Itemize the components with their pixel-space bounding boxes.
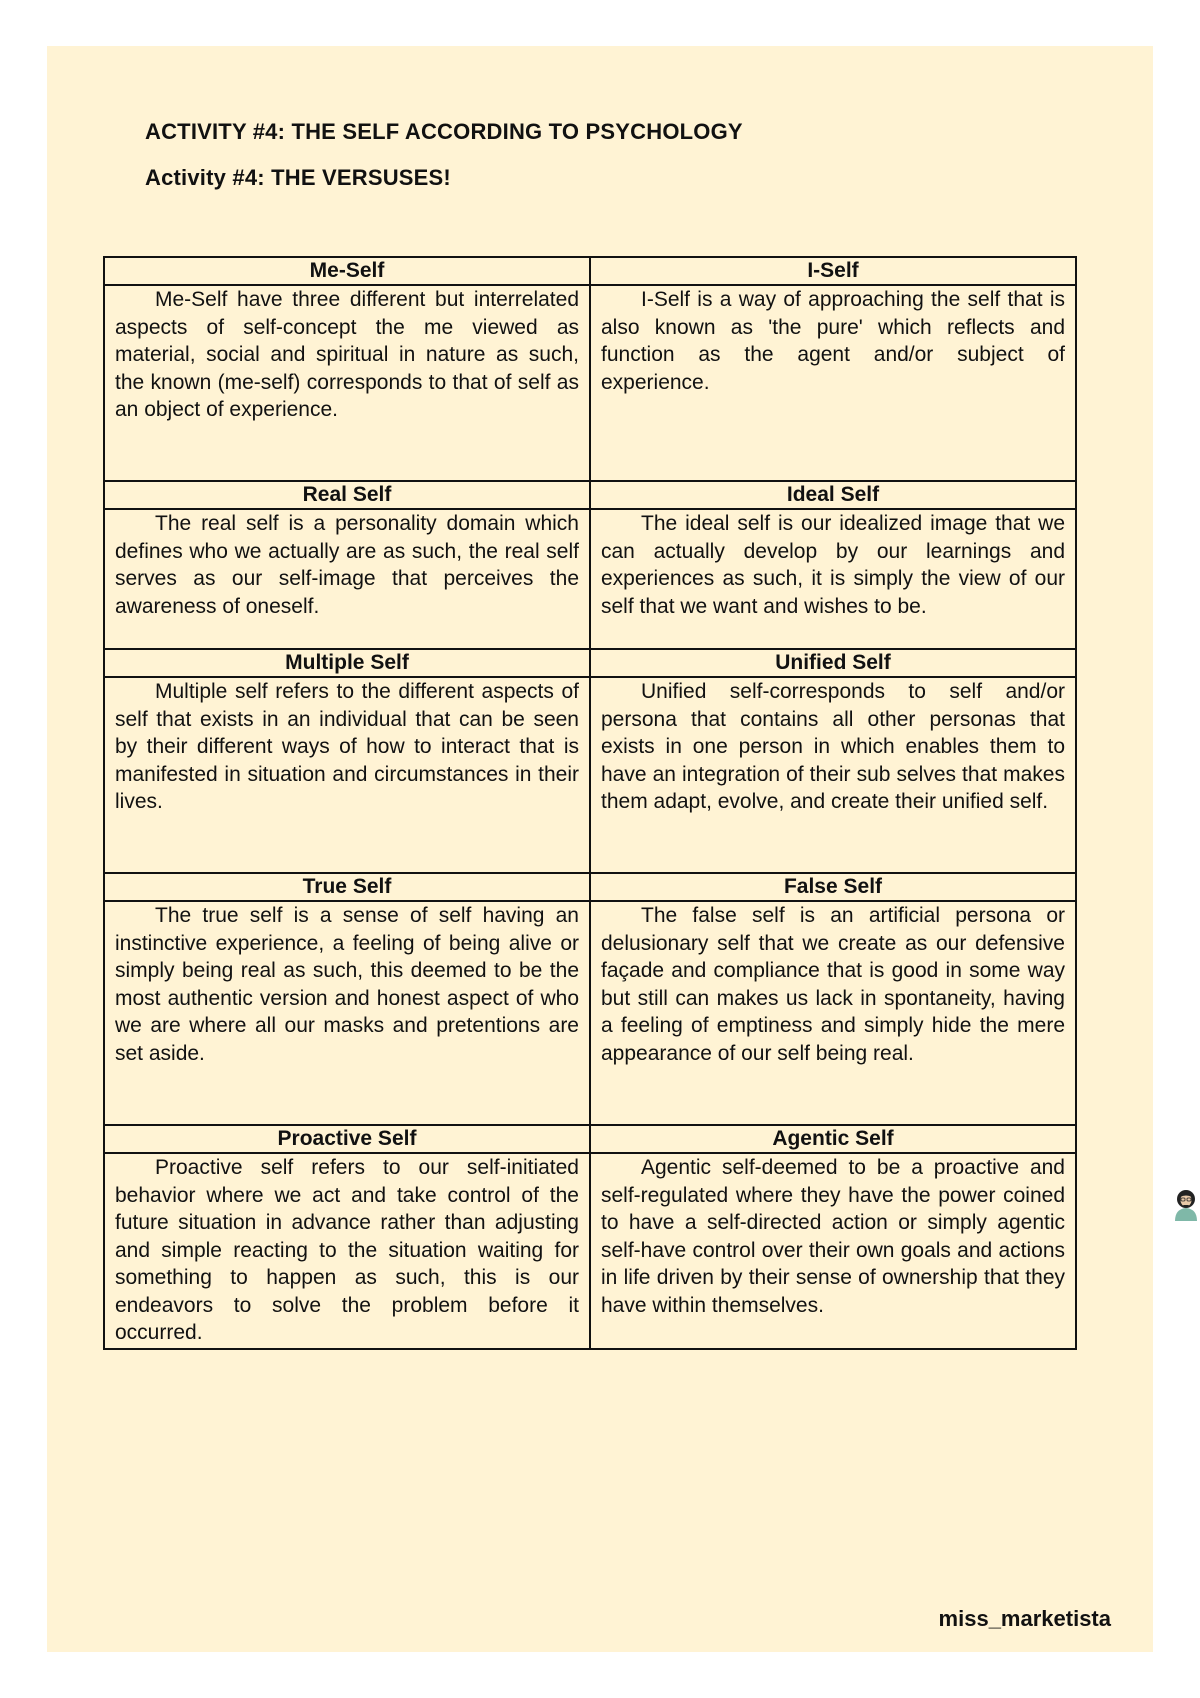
proactive-self-description: Proactive self refers to our self-initiated behavior where we act and take control of the future situation in advance rather than adjusting and simple reacting to the situation waiting for something to happen as such, this is our endeavors to solve the problem before it occurred. <box>104 1153 590 1349</box>
i-self-header: I-Self <box>590 257 1076 285</box>
user-avatar-icon <box>1173 1185 1199 1221</box>
table-body-row <box>104 285 1076 481</box>
table-header-row <box>104 873 1076 901</box>
table-header-row <box>104 257 1076 285</box>
unified-self-header: Unified Self <box>590 649 1076 677</box>
i-self-description: I-Self is a way of approaching the self that is also known as 'the pure' which reflects and function as the agent and/or subject of experience. <box>590 285 1076 481</box>
me-self-header: Me-Self <box>104 257 590 285</box>
multiple-self-header: Multiple Self <box>104 649 590 677</box>
table-header-row <box>104 481 1076 509</box>
agentic-self-header: Agentic Self <box>590 1125 1076 1153</box>
table-body-row <box>104 677 1076 873</box>
true-self-header: True Self <box>104 873 590 901</box>
ideal-self-description: The ideal self is our idealized image that we can actually develop by our learnings and experiences as such, it is simply the view of our self that we want and wishes to be. <box>590 509 1076 649</box>
real-self-header: Real Self <box>104 481 590 509</box>
document-page <box>47 46 1153 1652</box>
unified-self-description: Unified self-corresponds to self and/or persona that contains all other personas that exists in one person in which enables them to have an integration of their sub selves that makes them adapt, evolve, and create their unified self. <box>590 677 1076 873</box>
table-body-row <box>104 509 1076 649</box>
versus-table <box>103 256 1077 1350</box>
table-body-row <box>104 901 1076 1125</box>
true-self-description: The true self is a sense of self having an instinctive experience, a feeling of being alive or simply being real as such, this deemed to be the most authentic version and honest aspect of who we are where all our masks and pretentions are set aside. <box>104 901 590 1125</box>
watermark-signature: miss_marketista <box>938 1606 1111 1631</box>
activity-subtitle: Activity #4: THE VERSUSES! <box>145 165 451 190</box>
table-body-row <box>104 1153 1076 1349</box>
proactive-self-header: Proactive Self <box>104 1125 590 1153</box>
false-self-description: The false self is an artificial persona or delusionary self that we create as our defensive façade and compliance that is good in some way but still can makes us lack in spontaneity, having a feeling of emptiness and simply hide the mere appearance of our self being real. <box>590 901 1076 1125</box>
real-self-description: The real self is a personality domain which defines who we actually are as such, the real self serves as our self-image that perceives the awareness of oneself. <box>104 509 590 649</box>
agentic-self-description: Agentic self-deemed to be a proactive and self-regulated where they have the power coined to have a self-directed action or simply agentic self-have control over their own goals and actions in life driven by their sense of ownership that they have within themselves. <box>590 1153 1076 1349</box>
document-title: ACTIVITY #4: THE SELF ACCORDING TO PSYCHOLOGY <box>145 119 743 144</box>
ideal-self-header: Ideal Self <box>590 481 1076 509</box>
table-header-row <box>104 1125 1076 1153</box>
false-self-header: False Self <box>590 873 1076 901</box>
table-header-row <box>104 649 1076 677</box>
multiple-self-description: Multiple self refers to the different aspects of self that exists in an individual that can be seen by their different ways of how to interact that is manifested in situation and circumstances in their lives. <box>104 677 590 873</box>
me-self-description: Me-Self have three different but interrelated aspects of self-concept the me viewed as material, social and spiritual in nature as such, the known (me-self) corresponds to that of self as an object of experience. <box>104 285 590 481</box>
